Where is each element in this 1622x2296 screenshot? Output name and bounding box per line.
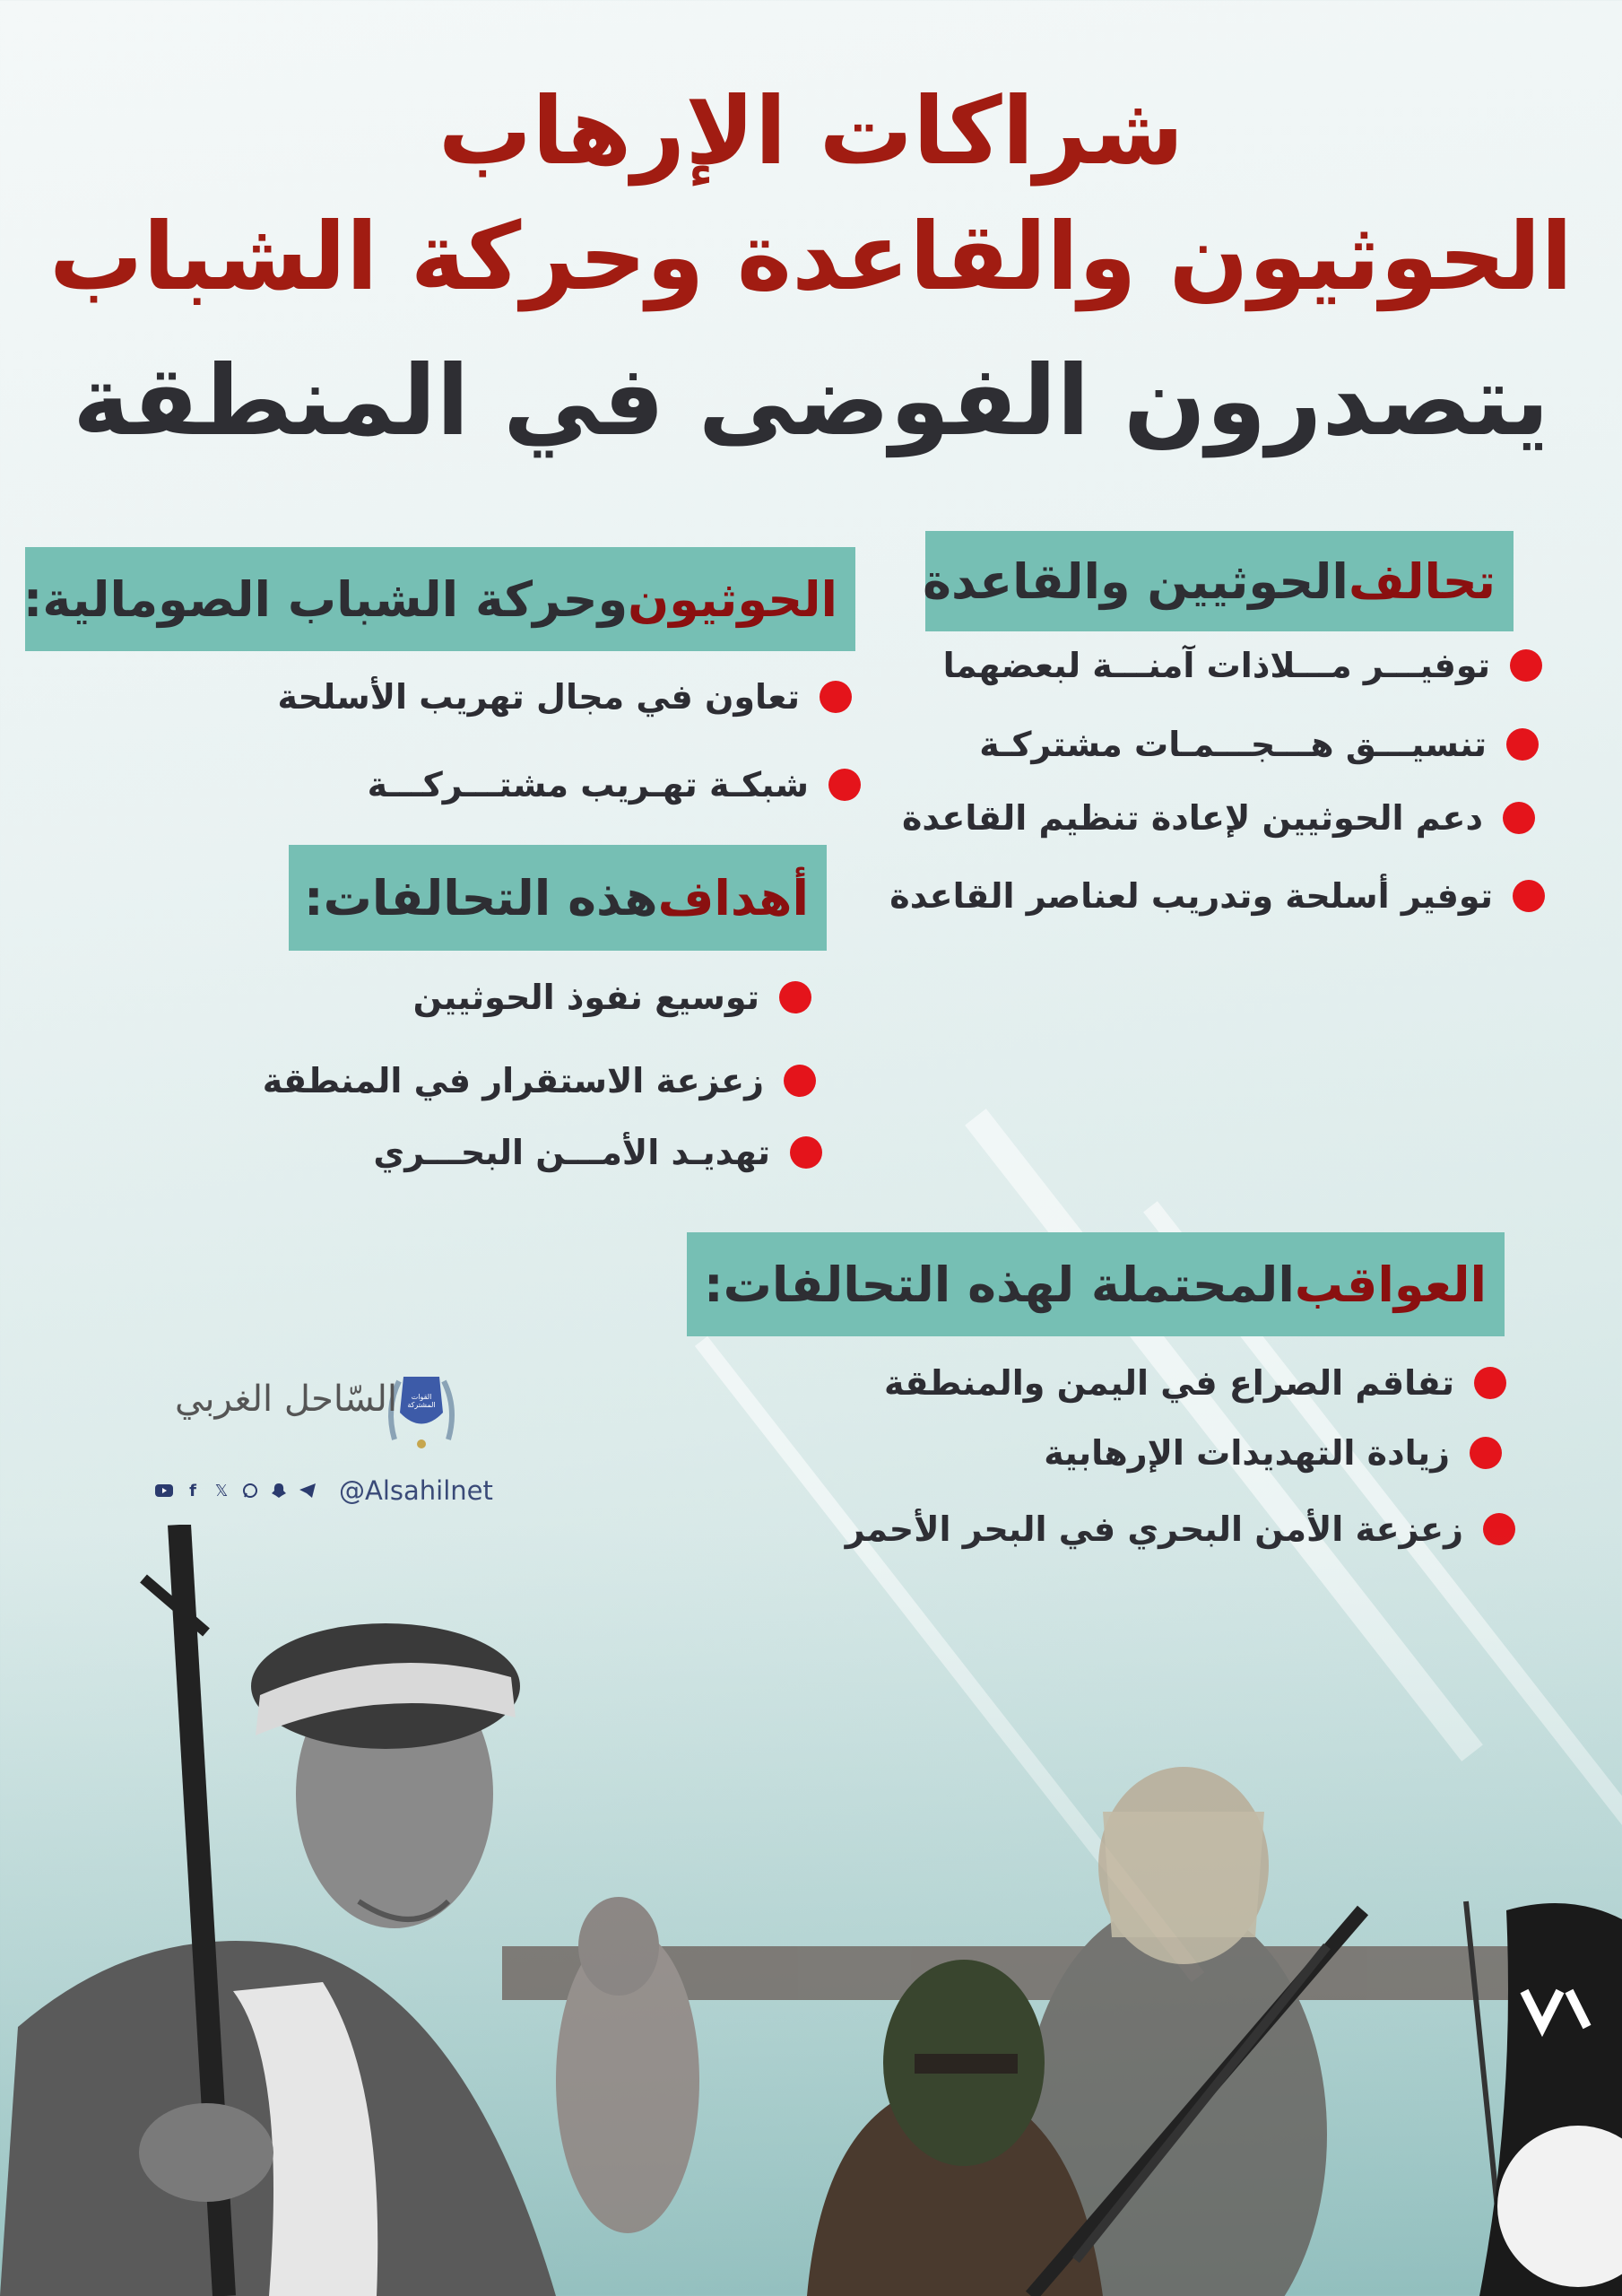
list-item-text: تعاون في مجال تهريب الأسلحة xyxy=(277,677,800,717)
bullet-icon xyxy=(1470,1437,1502,1469)
list-item xyxy=(979,725,1539,764)
shabaab-list xyxy=(269,664,861,825)
list-item xyxy=(943,646,1542,685)
bullet-icon xyxy=(1503,802,1535,834)
bullet-icon xyxy=(1513,880,1545,912)
list-item-text: شبكـة تهـريب مشتـــركـــة xyxy=(367,765,809,804)
list-item-text: دعم الحوثيين لإعادة تنظيم القاعدة xyxy=(902,798,1483,838)
heading-rest: هذه التحالفات: xyxy=(303,869,658,926)
heading-highlight: تحالف xyxy=(1348,552,1496,610)
bullet-icon xyxy=(828,769,861,801)
alliance-list xyxy=(889,632,1542,928)
bullet-icon xyxy=(1474,1367,1506,1399)
telegram-icon[interactable] xyxy=(298,1481,317,1500)
list-item-text: توفير أسلحة وتدريب لعناصر القاعدة xyxy=(889,876,1493,916)
social-handle[interactable]: @Alsahilnet xyxy=(339,1475,493,1506)
brand-logo xyxy=(175,1368,471,1448)
heading-highlight: العواقب xyxy=(1294,1256,1487,1313)
list-item-text: تنسيـــق هـــجـــمـات مشتركـة xyxy=(979,725,1487,764)
fighters-photo xyxy=(0,1525,1622,2296)
section-heading-alliance xyxy=(925,531,1514,631)
facebook-icon[interactable]: f xyxy=(189,1481,196,1500)
list-item xyxy=(884,1363,1506,1403)
title-line-1: شراكات الإرهاب xyxy=(438,76,1184,186)
heading-rest: وحركة الشباب الصومالية: xyxy=(22,570,629,628)
list-item-text: توفيـــر مـــلاذات آمنـــة لبعضهما xyxy=(942,646,1490,685)
title-line-2: الحوثيون والقاعدة وحركة الشباب xyxy=(48,202,1574,311)
list-item-text: زيادة التهديدات الإرهابية xyxy=(1044,1433,1450,1473)
list-item xyxy=(368,765,861,804)
list-item-text: تفاقم الصراع في اليمن والمنطقة xyxy=(884,1363,1454,1403)
heading-highlight: الحوثيون xyxy=(628,570,837,628)
list-item-text: توسيع نفوذ الحوثيين xyxy=(412,978,759,1017)
heading-rest: المحتملة لهذه التحالفات: xyxy=(704,1256,1295,1313)
bullet-icon xyxy=(779,981,811,1013)
section-heading-shabaab xyxy=(22,547,855,651)
list-item xyxy=(889,876,1545,916)
snapchat-icon[interactable] xyxy=(269,1481,289,1500)
section-heading-goals xyxy=(289,845,827,951)
list-item xyxy=(263,1061,816,1100)
bullet-icon xyxy=(1506,728,1539,761)
bullet-icon xyxy=(1510,649,1542,682)
emblem-text: القوات المشتركة xyxy=(407,1393,436,1409)
goals-list xyxy=(262,964,825,1197)
section-heading-consequences xyxy=(687,1232,1505,1336)
logo-text: السّاحل الغربي xyxy=(175,1378,398,1420)
list-item xyxy=(902,798,1535,838)
list-item xyxy=(413,978,811,1017)
list-item xyxy=(277,677,852,717)
title-line-3: يتصدرون الفوضى في المنطقة xyxy=(73,345,1549,457)
bullet-icon xyxy=(790,1136,822,1169)
list-item-text: زعزعة الاستقرار في المنطقة xyxy=(262,1061,764,1100)
youtube-icon[interactable] xyxy=(154,1481,174,1500)
social-links xyxy=(154,1475,493,1506)
heading-highlight: أهداف xyxy=(657,869,809,926)
bullet-icon xyxy=(784,1065,816,1097)
list-item xyxy=(1044,1433,1502,1473)
bullet-icon xyxy=(820,681,852,713)
x-icon[interactable]: 𝕏 xyxy=(214,1481,229,1500)
list-item xyxy=(373,1133,822,1172)
whatsapp-icon[interactable] xyxy=(240,1481,260,1500)
heading-rest: الحوثيين والقاعدة xyxy=(923,552,1349,610)
list-item-text: تهديـد الأمـــن البحـــري xyxy=(373,1133,770,1172)
